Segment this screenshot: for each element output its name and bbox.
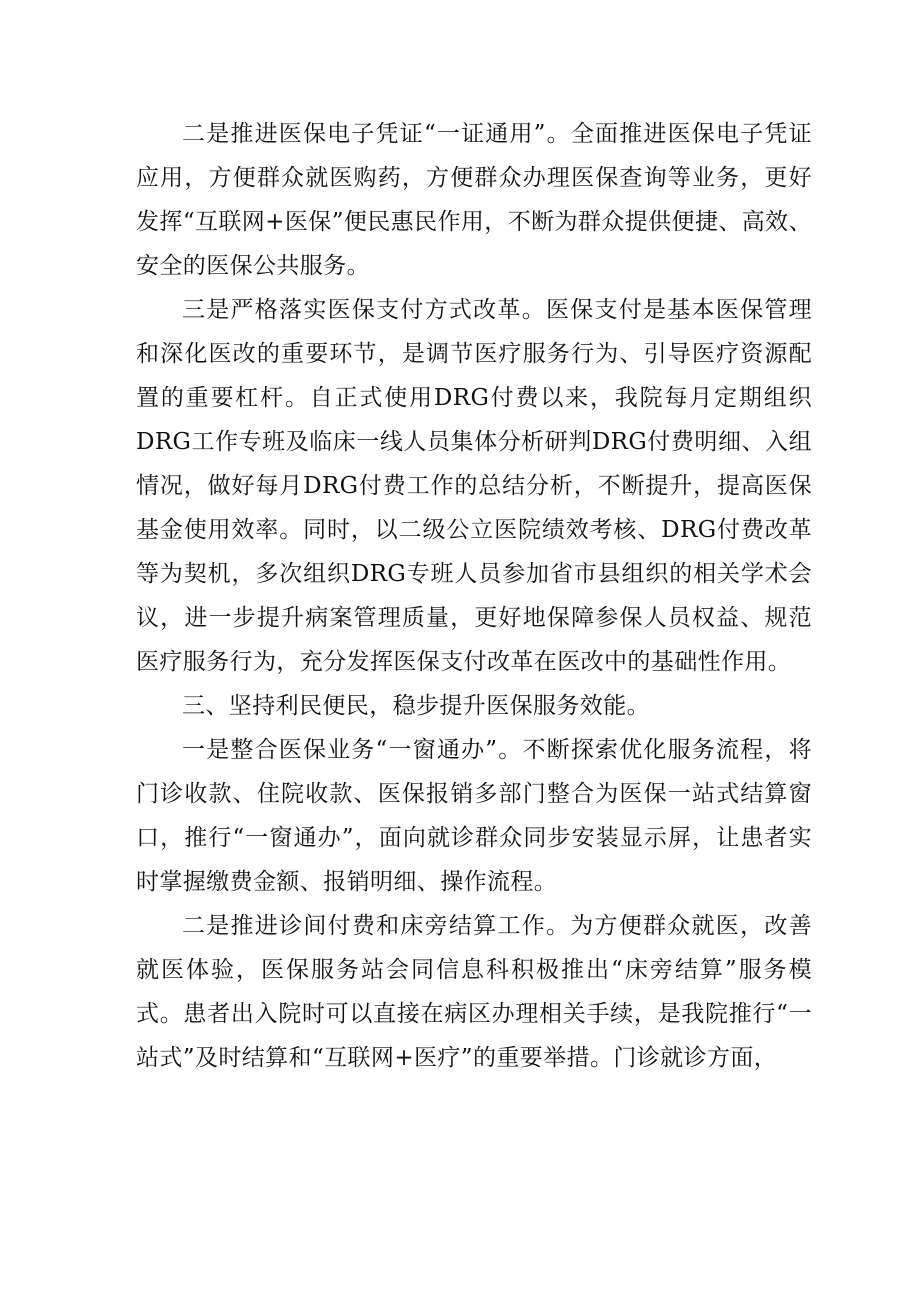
paragraph-payment-reform: 三是严格落实医保支付方式改革。医保支付是基本医保管理和深化医改的重要环节，是调节医疗服务行为、引导医疗资源配置的重要杠杆。自正式使用DRG付费以来，我院每月定期组织DRG工作专班及临床一线人员集体分析研判DRG付费明细、入组情况，做好每月DRG付费工作的总结分析，不断提升，提高医保基金使用效率。同时，以二级公立医院绩效考核、DRG付费改革等为契机，多次组织DRG专班人员参加省市县组织的相关学术会议，进一步提升病案管理质量，更好地保障参保人员权益、规范医疗服务行为，充分发挥医保支付改革在医改中的基础性作用。	[136, 297, 812, 675]
section-heading-service-efficiency: 三、坚持利民便民，稳步提升医保服务效能。	[182, 693, 650, 719]
document-body	[136, 112, 812, 1080]
paragraph-bedside-settlement: 二是推进诊间付费和床旁结算工作。为方便群众就医，改善就医体验，医保服务站会同信息科积极推出“床旁结算”服务模式。患者出入院时可以直接在病区办理相关手续，是我院推行“一站式”及时结算和“互联网+医疗”的重要举措。门诊就诊方面，	[136, 913, 812, 1071]
paragraph-e-voucher: 二是推进医保电子凭证“一证通用”。全面推进医保电子凭证应用，方便群众就医购药，方便群众办理医保查询等业务，更好发挥“互联网+医保”便民惠民作用，不断为群众提供便捷、高效、安全的医保公共服务。	[136, 121, 812, 279]
paragraph-one-window: 一是整合医保业务“一窗通办”。不断探索优化服务流程，将门诊收款、住院收款、医保报销多部门整合为医保一站式结算窗口，推行“一窗通办”，面向就诊群众同步安装显示屏，让患者实时掌握缴费金额、报销明细、操作流程。	[136, 737, 812, 895]
